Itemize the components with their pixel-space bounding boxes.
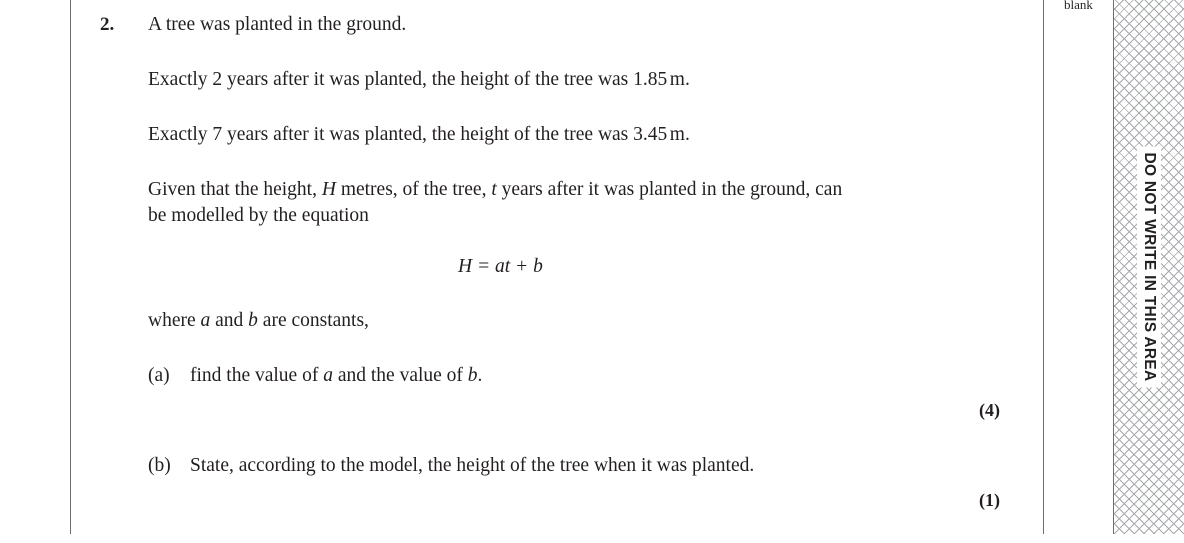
- question-part-a: [148, 363, 1020, 389]
- leave-blank-label: blank: [1064, 0, 1093, 12]
- question-body: [148, 12, 1020, 513]
- question-stem: A tree was planted in the ground.: [148, 14, 407, 35]
- part-a-marks: (4): [979, 400, 1000, 420]
- question-fact-1: Exactly 2 years after it was planted, the height of the tree was 1.85 m.: [148, 69, 690, 90]
- model-equation: H = at + b: [458, 256, 543, 277]
- left-margin-rule: [70, 0, 71, 534]
- part-a-text: find the value of a and the value of b.: [190, 365, 483, 386]
- leave-blank-column: [1044, 0, 1113, 534]
- constants-statement: where a and b are constants,: [148, 310, 369, 331]
- part-b-label: (b): [148, 455, 171, 476]
- question-model-intro: [148, 177, 1020, 229]
- part-b-text: State, according to the model, the height of the tree when it was planted.: [190, 455, 755, 476]
- model-intro-line-1: Given that the height, H metres, of the tree, t years after it was planted in the ground, can: [148, 179, 843, 200]
- part-a-label: (a): [148, 365, 170, 386]
- question-block: [100, 12, 1020, 543]
- question-part-b: [148, 453, 1020, 479]
- question-fact-2: Exactly 7 years after it was planted, the height of the tree was 3.45 m.: [148, 124, 690, 145]
- do-not-write-area: [1114, 0, 1184, 534]
- part-b-marks: (1): [979, 490, 1000, 510]
- question-number: 2.: [100, 14, 115, 35]
- do-not-write-label: DO NOT WRITE IN THIS AREA: [1137, 146, 1161, 387]
- model-intro-line-2: be modelled by the equation: [148, 205, 369, 226]
